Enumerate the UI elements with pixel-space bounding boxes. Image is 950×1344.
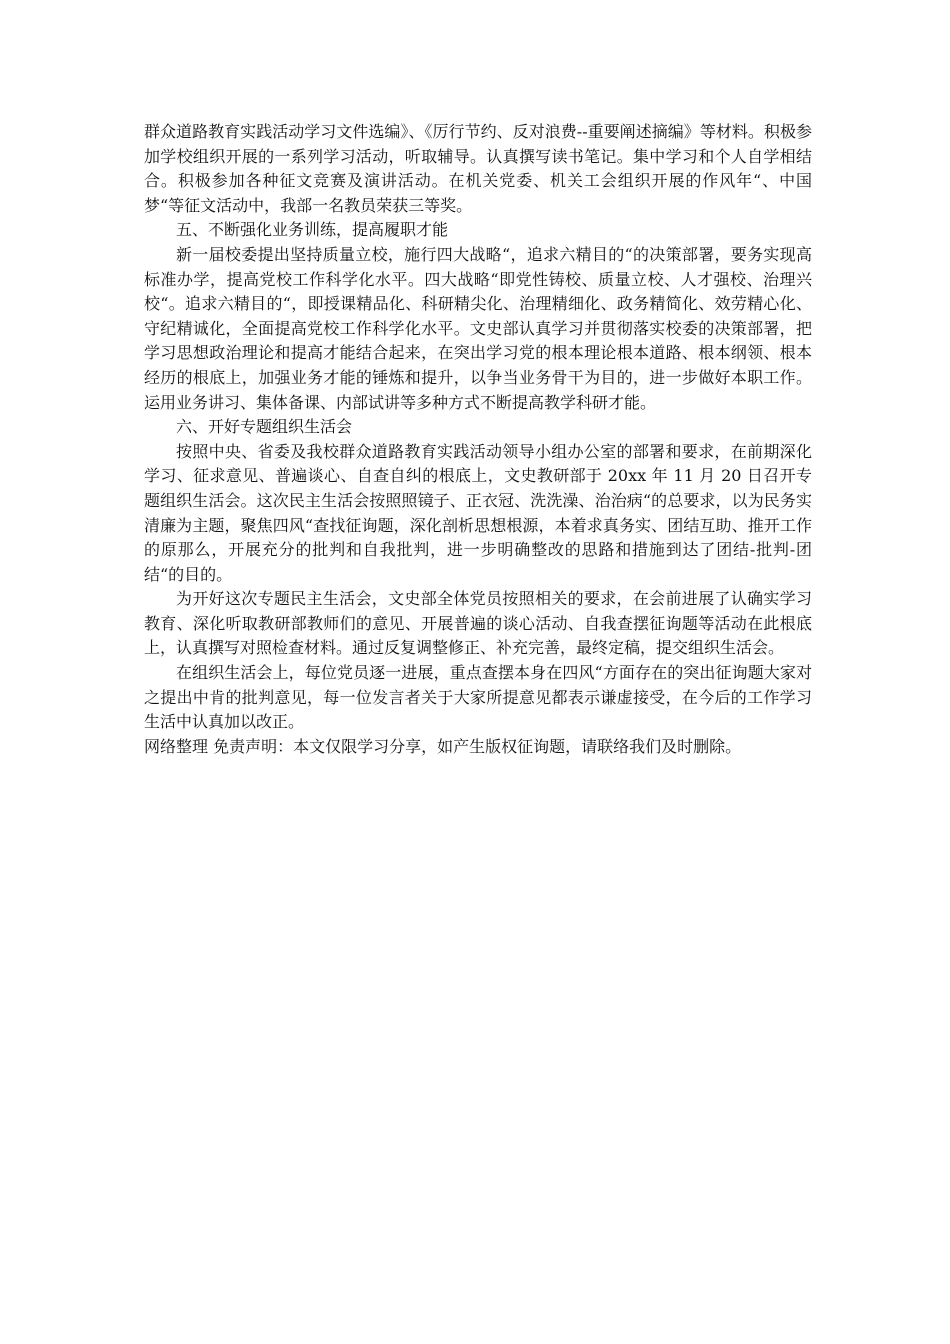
document-body xyxy=(144,120,812,759)
paragraph-business-training: 新一届校委提出坚持质量立校，施行四大战略“，追求六精目的“的决策部署，要务实现高标准办学，提高党校工作科学化水平。四大战略“即党性铸校、质量立校、人才强校、治理兴校“。追求六精目的“，即授课精品化、科研精尖化、治理精细化、政务精简化、效劳精心化、守纪精诚化，全面提高党校工作科学化水平。文史部认真学习并贯彻落实校委的决策部署，把学习思想政治理论和提高才能结合起来，在突出学习党的根本理论根本道路、根本纲领、根本经历的根底上，加强业务才能的锤炼和提升，以争当业务骨干为目的，进一步做好本职工作。运用业务讲习、集体备课、内部试讲等多种方式不断提高教学科研才能。 xyxy=(144,244,812,412)
paragraph-meeting-preparation: 为开好这次专题民主生活会，文史部全体党员按照相关的要求，在会前进展了认确实学习教育、深化听取教研部教师们的意见、开展普遍的谈心活动、自我查摆征询题等活动在此根底上，认真撰写对照检查材料。通过反复调整修正、补充完善，最终定稿，提交组织生活会。 xyxy=(144,589,812,658)
paragraph-organization-meeting: 按照中央、省委及我校群众道路教育实践活动领导小组办公室的部署和要求，在前期深化学习、征求意见、普遍谈心、自查自纠的根底上，文史教研部于 20xx 年 11 月 20 日召开专题组织生活会。这次民主生活会按照照镜子、正衣冠、洗洗澡、治治病“的总要求，以为民务实清廉为主题，聚焦四风“查找征询题，深化剖析思想根源，本着求真务实、团结互助、推开工作的原那么，开展充分的批判和自我批判，进一步明确整改的思路和措施到达了团结-批判-团结“的目的。 xyxy=(144,441,812,584)
disclaimer-note: 网络整理 免责声明：本文仅限学习分享，如产生版权征询题，请联络我们及时删除。 xyxy=(144,736,742,756)
paragraph-study-activities: 群众道路教育实践活动学习文件选编》、《厉行节约、反对浪费--重要阐述摘编》等材料。积极参加学校组织开展的一系列学习活动，听取辅导。认真撰写读书笔记。集中学习和个人自学相结合。积极参加各种征文竞赛及演讲活动。在机关党委、机关工会组织开展的作风年“、中国梦“等征文活动中，我部一名教员荣获三等奖。 xyxy=(144,122,812,215)
paragraph-meeting-outcome: 在组织生活会上，每位党员逐一进展，重点查摆本身在四风“方面存在的突出征询题大家对之提出中肯的批判意见，每一位发言者关于大家所提意见都表示谦虚接受，在今后的工作学习生活中认真加以改正。 xyxy=(144,663,812,732)
section-heading-five: 五、不断强化业务训练，提高履职才能 xyxy=(176,220,449,240)
section-heading-six: 六、开好专题组织生活会 xyxy=(176,417,353,437)
